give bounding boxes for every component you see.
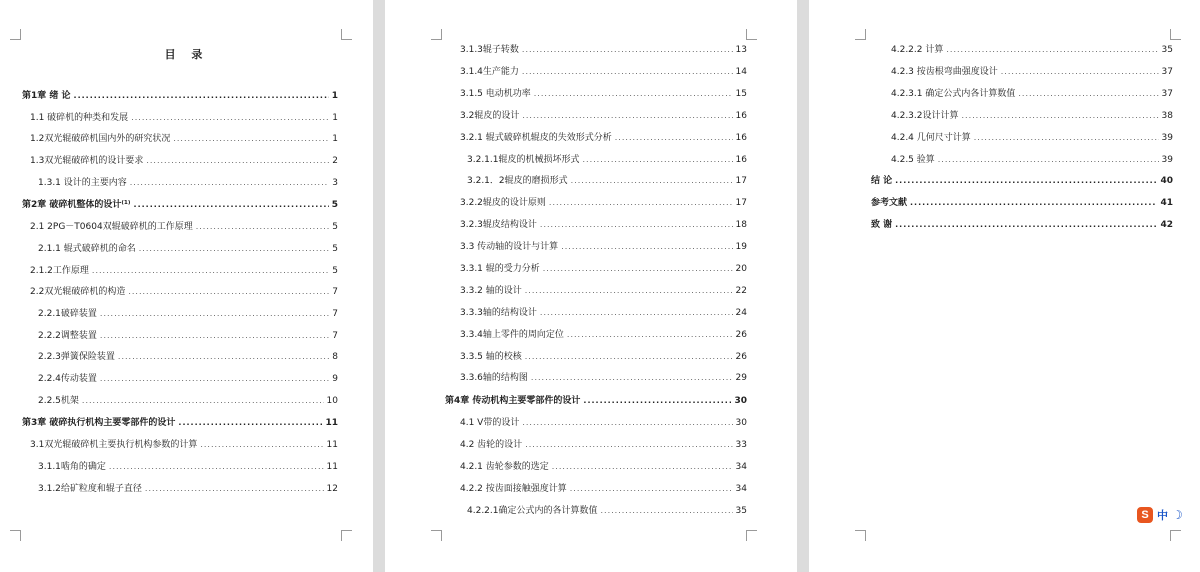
toc-entry-title: 3.3.2 轴的设计: [460, 286, 522, 296]
toc-entry[interactable]: [30, 221, 338, 233]
toc-page-number: 24: [735, 308, 747, 318]
toc-page-number: 34: [735, 462, 747, 472]
toc-entry[interactable]: [38, 483, 338, 495]
toc-entry[interactable]: [38, 373, 338, 385]
toc-entry-title: 2.2.2调整装置: [38, 331, 97, 341]
toc-entry-title: 3.1.2给矿粒度和辊子直径: [38, 484, 142, 494]
toc-entry-title: 3.3.1 辊的受力分析: [460, 264, 540, 274]
toc-entry[interactable]: [38, 461, 338, 473]
toc-entry-title: 3.2.1 辊式破碎机辊皮的失效形式分析: [460, 133, 612, 143]
toc-entry[interactable]: [460, 88, 747, 100]
toc-page-number: 19: [735, 242, 747, 252]
toc-dot-leader: [118, 351, 329, 363]
toc-entry[interactable]: [38, 308, 338, 320]
toc-dot-leader: [522, 110, 732, 122]
sogou-logo-icon[interactable]: S: [1137, 507, 1153, 523]
toc-page-number: 18: [735, 220, 747, 230]
toc-entry[interactable]: [38, 330, 338, 342]
toc-entry-title: 1.1 破碎机的种类和发展: [30, 113, 129, 123]
toc-dot-leader: [522, 417, 732, 429]
toc-entry[interactable]: [460, 483, 747, 495]
toc-entry-title: 致 谢: [871, 220, 893, 230]
toc-entry-title: 结 论: [871, 176, 893, 186]
toc-dot-leader: [196, 221, 330, 233]
toc-entry-title: 2.2.4传动装置: [38, 374, 97, 384]
toc-entry[interactable]: [460, 197, 747, 209]
toc-dot-leader: [583, 154, 733, 166]
toc-page-number: 10: [326, 396, 338, 406]
toc-entry[interactable]: [460, 351, 747, 363]
crop-mark: [10, 530, 21, 541]
toc-entry-title: 2.2.1破碎装置: [38, 309, 97, 319]
toc-page-number: 8: [332, 352, 338, 362]
toc-page-number: 3: [332, 178, 338, 188]
toc-entry-title: 2.2.3弹簧保险装置: [38, 352, 115, 362]
toc-chapter-entry[interactable]: [22, 417, 338, 429]
toc-entry[interactable]: [460, 285, 747, 297]
toc-entry-title: 3.1.5 电动机功率: [460, 89, 531, 99]
toc-entry[interactable]: [460, 329, 747, 341]
toc-chapter-entry[interactable]: [445, 395, 747, 407]
toc-dot-leader: [601, 505, 733, 517]
toc-entry-title: 3.3.4轴上零件的周向定位: [460, 330, 564, 340]
toc-chapter-entry[interactable]: [22, 199, 338, 211]
toc-entry[interactable]: [460, 417, 747, 429]
toc-dot-leader: [100, 373, 329, 385]
toc-page-number: 30: [734, 396, 747, 406]
toc-page-number: 42: [1160, 220, 1173, 230]
toc-dot-leader: [946, 44, 1158, 56]
toc-dot-leader: [525, 351, 733, 363]
toc-page-number: 7: [332, 331, 338, 341]
toc-entry[interactable]: [460, 219, 747, 231]
toc-dot-leader: [549, 197, 733, 209]
crop-mark: [746, 29, 757, 40]
toc-entry-title: 第2章 破碎机整体的设计⁽¹⁾: [22, 200, 131, 210]
toc-entry[interactable]: [30, 155, 338, 167]
toc-page-number: 5: [331, 200, 338, 210]
toc-entry[interactable]: [467, 154, 747, 166]
crop-mark: [10, 29, 21, 40]
toc-dot-leader: [131, 112, 329, 124]
toc-page-number: 13: [735, 45, 747, 55]
toc-page-number: 11: [325, 418, 338, 428]
toc-dot-leader: [895, 219, 1157, 231]
toc-entry[interactable]: [460, 241, 747, 253]
toc-dot-leader: [540, 219, 733, 231]
toc-dot-leader: [615, 132, 733, 144]
moon-icon[interactable]: ☽: [1172, 508, 1183, 522]
toc-entry[interactable]: [38, 243, 338, 255]
toc-entry-title: 第3章 破碎执行机构主要零部件的设计: [22, 418, 176, 428]
document-page-2[interactable]: [385, 0, 797, 572]
toc-page-number: 7: [332, 309, 338, 319]
toc-page-number: 38: [1161, 111, 1173, 121]
toc-entry-title: 4.2.3.1 确定公式内各计算数值: [891, 89, 1016, 99]
toc-entry[interactable]: [38, 177, 338, 189]
toc-page-number: 37: [1161, 67, 1173, 77]
toc-entry[interactable]: [30, 133, 338, 145]
toc-entry[interactable]: [467, 505, 747, 517]
toc-dot-leader: [1018, 88, 1158, 100]
toc-entry-title: 2.1.1 辊式破碎机的命名: [38, 244, 136, 254]
toc-entry-title: 2.1 2PG－T0604双辊破碎机的工作原理: [30, 222, 193, 232]
toc-dot-leader: [100, 308, 329, 320]
toc-title: 目 录: [164, 48, 209, 61]
toc-entry-title: 3.3.6轴的结构图: [460, 373, 528, 383]
toc-entry[interactable]: [891, 132, 1173, 144]
toc-entry[interactable]: [891, 154, 1173, 166]
toc-page-number: 12: [326, 484, 338, 494]
toc-page-number: 1: [331, 91, 338, 101]
toc-entry-title: 4.2.3 按齿根弯曲强度设计: [891, 67, 998, 77]
toc-page-number: 7: [332, 287, 338, 297]
toc-dot-leader: [1001, 66, 1159, 78]
toc-entry[interactable]: [460, 307, 747, 319]
toc-page-number: 35: [1161, 45, 1173, 55]
toc-entry[interactable]: [460, 44, 747, 56]
toc-dot-leader: [109, 461, 324, 473]
crop-mark: [855, 530, 866, 541]
toc-entry-title: 3.3.3轴的结构设计: [460, 308, 537, 318]
toc-entry[interactable]: [891, 88, 1173, 100]
toc-entry[interactable]: [30, 439, 338, 451]
toc-dot-leader: [173, 133, 329, 145]
toc-entry[interactable]: [38, 395, 338, 407]
toc-page-number: 26: [735, 352, 747, 362]
toc-entry-title: 3.2.1.1辊皮的机械损坏形式: [467, 155, 580, 165]
toc-chapter-entry[interactable]: [871, 219, 1173, 231]
toc-entry-title: 3.2辊皮的设计: [460, 111, 520, 121]
toc-dot-leader: [895, 175, 1157, 187]
toc-page-number: 16: [735, 111, 747, 121]
toc-page-number: 26: [735, 330, 747, 340]
toc-dot-leader: [100, 330, 329, 342]
toc-entry-title: 第4章 传动机构主要零部件的设计: [445, 396, 581, 406]
toc-dot-leader: [974, 132, 1159, 144]
toc-entry-title: 2.1.2工作原理: [30, 266, 89, 276]
toc-entry-title: 第1章 绪 论: [22, 91, 71, 101]
toc-entry-title: 4.2.1 齿轮参数的选定: [460, 462, 549, 472]
toc-dot-leader: [583, 395, 731, 407]
toc-entry-title: 1.3双光辊破碎机的设计要求: [30, 156, 144, 166]
toc-page-number: 39: [1161, 133, 1173, 143]
crop-mark: [341, 530, 352, 541]
toc-entry-title: 4.2.2.1确定公式内的各计算数值: [467, 506, 598, 516]
crop-mark: [1170, 29, 1181, 40]
toc-page-number: 17: [735, 198, 747, 208]
toc-page-number: 15: [735, 89, 747, 99]
crop-mark: [341, 29, 352, 40]
toc-entry-title: 4.2.2.2 计算: [891, 45, 944, 55]
toc-page-number: 2: [332, 156, 338, 166]
toc-dot-leader: [938, 154, 1159, 166]
toc-entry-title: 1.2双光辊破碎机国内外的研究状况: [30, 134, 171, 144]
toc-entry[interactable]: [30, 265, 338, 277]
toc-dot-leader: [534, 88, 733, 100]
toc-dot-leader: [962, 110, 1159, 122]
toc-entry-title: 3.1.1啮角的确定: [38, 462, 106, 472]
toc-entry-title: 4.2.2 按齿面接触强度计算: [460, 484, 567, 494]
toc-page-number: 11: [326, 462, 338, 472]
toc-page-number: 22: [735, 286, 747, 296]
toc-dot-leader: [531, 372, 733, 384]
toc-entry[interactable]: [891, 66, 1173, 78]
toc-page-number: 39: [1161, 155, 1173, 165]
toc-page-number: 11: [326, 440, 338, 450]
toc-page-number: 1: [332, 113, 338, 123]
toc-dot-leader: [571, 175, 733, 187]
toc-entry-title: 3.1双光辊破碎机主要执行机构参数的计算: [30, 440, 198, 450]
document-page-1[interactable]: [0, 0, 373, 572]
toc-entry-title: 4.2 齿轮的设计: [460, 440, 523, 450]
toc-entry[interactable]: [460, 132, 747, 144]
toc-dot-leader: [128, 286, 329, 298]
toc-entry[interactable]: [460, 110, 747, 122]
toc-entry-title: 3.2.1．2辊皮的磨损形式: [467, 176, 568, 186]
toc-entry[interactable]: [38, 351, 338, 363]
toc-page-number: 17: [735, 176, 747, 186]
toc-page-number: 16: [735, 133, 747, 143]
toc-entry-title: 2.2双光辊破碎机的构造: [30, 287, 126, 297]
toc-dot-leader: [540, 307, 733, 319]
toc-page-number: 1: [332, 134, 338, 144]
toc-page-number: 40: [1160, 176, 1173, 186]
toc-entry-title: 3.2.3辊皮结构设计: [460, 220, 537, 230]
toc-dot-leader: [178, 417, 322, 429]
toc-page-number: 14: [735, 67, 747, 77]
toc-dot-leader: [522, 66, 733, 78]
toc-entry[interactable]: [460, 66, 747, 78]
crop-mark: [1170, 530, 1181, 541]
toc-dot-leader: [522, 44, 733, 56]
ime-toolbar[interactable]: [1137, 506, 1183, 524]
crop-mark: [431, 530, 442, 541]
toc-dot-leader: [134, 199, 329, 211]
toc-page-number: 33: [735, 440, 747, 450]
crop-mark: [855, 29, 866, 40]
toc-page-number: 5: [332, 244, 338, 254]
toc-page-number: 35: [735, 506, 747, 516]
toc-dot-leader: [561, 241, 732, 253]
toc-dot-leader: [139, 243, 330, 255]
toc-entry-title: 参考文献: [871, 198, 908, 208]
toc-dot-leader: [525, 285, 733, 297]
crop-mark: [431, 29, 442, 40]
toc-dot-leader: [910, 197, 1157, 209]
ime-language-toggle[interactable]: 中: [1157, 509, 1168, 522]
toc-entry-title: 3.2.2辊皮的设计原则: [460, 198, 546, 208]
toc-dot-leader: [92, 265, 329, 277]
toc-page-number: 37: [1161, 89, 1173, 99]
toc-entry-title: 4.2.3.2设计计算: [891, 111, 959, 121]
toc-entry-title: 4.2.5 验算: [891, 155, 935, 165]
toc-dot-leader: [145, 483, 324, 495]
toc-dot-leader: [567, 329, 733, 341]
toc-dot-leader: [570, 483, 733, 495]
toc-page-number: 5: [332, 222, 338, 232]
toc-dot-leader: [525, 439, 732, 451]
toc-dot-leader: [130, 177, 330, 189]
toc-dot-leader: [552, 461, 733, 473]
toc-page-number: 29: [735, 373, 747, 383]
document-page-3[interactable]: [809, 0, 1200, 572]
toc-entry-title: 2.2.5机架: [38, 396, 79, 406]
toc-entry[interactable]: [460, 461, 747, 473]
toc-entry[interactable]: [30, 112, 338, 124]
toc-page-number: 41: [1160, 198, 1173, 208]
toc-page-number: 9: [332, 374, 338, 384]
toc-dot-leader: [146, 155, 329, 167]
toc-entry[interactable]: [891, 44, 1173, 56]
toc-entry[interactable]: [460, 372, 747, 384]
toc-entry[interactable]: [891, 110, 1173, 122]
toc-entry-title: 1.3.1 设计的主要内容: [38, 178, 127, 188]
toc-entry[interactable]: [460, 439, 747, 451]
toc-entry[interactable]: [460, 263, 747, 275]
toc-chapter-entry[interactable]: [22, 90, 338, 102]
toc-entry-title: 4.1 V带的设计: [460, 418, 520, 428]
toc-entry-title: 3.1.3辊子转数: [460, 45, 519, 55]
toc-entry-title: 4.2.4 几何尺寸计算: [891, 133, 971, 143]
toc-page-number: 30: [735, 418, 747, 428]
crop-mark: [746, 530, 757, 541]
toc-page-number: 16: [735, 155, 747, 165]
toc-chapter-entry[interactable]: [871, 175, 1173, 187]
toc-entry-title: 3.3.5 轴的校核: [460, 352, 522, 362]
toc-dot-leader: [543, 263, 733, 275]
toc-entry[interactable]: [467, 175, 747, 187]
toc-page-number: 34: [735, 484, 747, 494]
toc-dot-leader: [82, 395, 324, 407]
toc-dot-leader: [200, 439, 323, 451]
toc-chapter-entry[interactable]: [871, 197, 1173, 209]
toc-entry[interactable]: [30, 286, 338, 298]
toc-page-number: 5: [332, 266, 338, 276]
toc-page-number: 20: [735, 264, 747, 274]
toc-dot-leader: [74, 90, 329, 102]
toc-entry-title: 3.1.4生产能力: [460, 67, 519, 77]
toc-entry-title: 3.3 传动轴的设计与计算: [460, 242, 559, 252]
